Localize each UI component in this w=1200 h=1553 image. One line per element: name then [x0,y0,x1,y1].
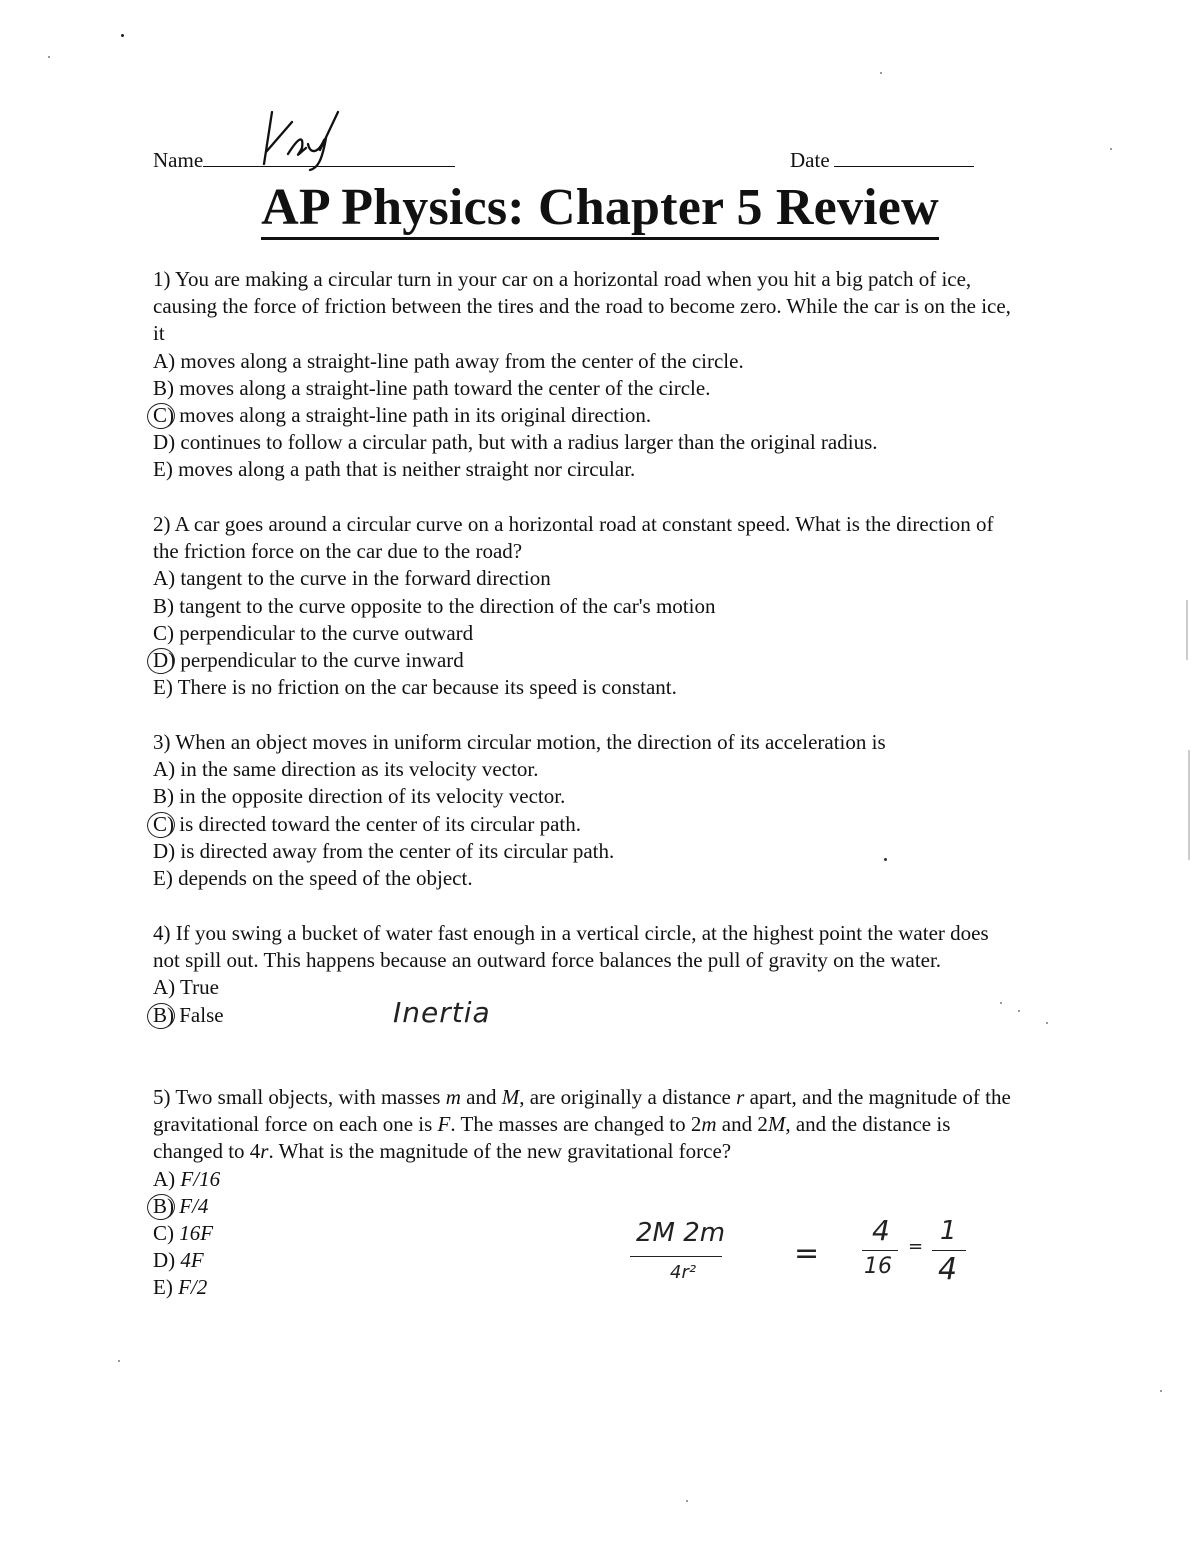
option-d [153,647,1013,674]
option-letter: C) [153,403,174,428]
option-letter: A) [153,757,176,782]
option-letter: B) [153,1002,174,1027]
question-stem: If you swing a bucket of water fast enough in a vertical circle, at the highest point the water does not spill out. This happens because an outward force balances the pull of gravity on the water. [153,921,989,973]
frac3-numerator: 1 [940,1216,957,1246]
option-b [153,375,1013,402]
option-c [153,402,1013,429]
option-a [153,348,1013,375]
stem-text: . The masses are changed to 2 [450,1112,702,1137]
question-number: 4) [153,921,171,945]
scan-speck [48,56,50,58]
scan-edge-mark [1188,750,1190,860]
option-text: perpendicular to the curve inward [180,648,464,673]
stem-text: . What is the magnitude of the new gravitational force? [268,1139,732,1164]
option-text: tangent to the curve opposite to the direction of the car's motion [179,593,716,618]
var-m: m [445,1085,461,1109]
key-signature [258,104,353,174]
calc-numerator: 2M 2m [636,1218,726,1248]
fraction-bar [630,1256,722,1257]
question-number: 1) [153,267,171,291]
option-a [153,756,1013,783]
option-letter: A) [153,566,176,591]
option-letter: E) [153,457,173,482]
option-text: True [180,975,219,1000]
scan-speck [686,1500,688,1502]
var-r: r [736,1085,745,1109]
equals-sign: = [794,1236,820,1271]
option-text: in the same direction as its velocity vector. [180,757,539,782]
date-field-row [790,148,974,173]
question-3 [153,729,1013,892]
stem-text: , are originally a distance [519,1085,737,1109]
stem-text: Two small objects, with masses [175,1085,446,1109]
option-text: tangent to the curve in the forward direction [180,566,551,591]
option-text: F/16 [180,1166,221,1191]
option-letter: B) [153,593,174,618]
scan-speck [880,72,882,74]
handwritten-calculation [626,1212,986,1302]
option-text: 16F [179,1221,214,1246]
stem-text: and [460,1085,502,1109]
question-stem: You are making a circular turn in your car on a horizontal road when you hit a big patch of ice, causing the force of friction between the tires and the road to become zero. While the car is on the ice, it [153,267,1011,346]
option-letter: D) [153,430,176,455]
option-e [153,865,1013,892]
scan-edge-mark [1186,600,1188,660]
option-text: moves along a straight-line path away from the center of the circle. [180,348,744,373]
option-e [153,456,1013,483]
scan-speck [121,34,124,37]
fraction-bar [862,1250,898,1251]
option-text: There is no friction on the car because its speed is constant. [177,675,677,700]
option-a [153,565,1013,592]
option-letter: A) [153,975,176,1000]
option-c [153,811,1013,838]
scan-speck [1110,148,1112,150]
option-text: perpendicular to the curve outward [179,620,474,645]
scan-speck [1000,1002,1002,1004]
stem-text: and 2 [716,1112,768,1137]
fraction-bar [932,1250,966,1251]
question-2 [153,511,1013,701]
question-stem: A car goes around a circular curve on a horizontal road at constant speed. What is the direction of the friction force on the car due to the road? [153,512,994,564]
scan-speck [884,858,887,861]
calc-denominator: 4r² [670,1262,697,1283]
question-1 [153,266,1013,484]
stem-text: apart, and the magnitude of the gravitational force on each one is [153,1085,1011,1137]
frac2-denominator: 16 [864,1254,892,1279]
option-letter: C) [153,1221,174,1246]
option-letter: E) [153,675,173,700]
option-text: F/2 [178,1275,208,1300]
option-text: 4F [180,1248,204,1273]
option-text: moves along a path that is neither straight nor circular. [178,457,636,482]
option-text: depends on the speed of the object. [178,866,473,891]
option-letter: A) [153,1166,176,1191]
option-text: is directed toward the center of its circular path. [179,811,581,836]
var-M: M [501,1085,520,1109]
scan-speck [118,1360,120,1362]
date-label: Date [790,148,830,172]
option-text: in the opposite direction of its velocity vector. [179,784,566,809]
option-d [153,838,1013,865]
option-text: False [179,1002,224,1027]
question-number: 2) [153,512,171,536]
option-letter: E) [153,866,173,891]
question-number: 3) [153,730,171,754]
option-a [153,1166,1013,1193]
handwritten-note-inertia: Inertia [393,996,491,1029]
option-text: moves along a straight-line path in its original direction. [179,403,652,428]
frac3-denominator: 4 [938,1252,958,1287]
option-letter: C) [153,811,174,836]
option-letter: A) [153,348,176,373]
var-M: M [767,1112,786,1137]
equals-sign: = [908,1236,924,1257]
option-b [153,593,1013,620]
question-number: 5) [153,1085,171,1109]
date-blank-line [834,166,974,167]
name-label: Name [153,148,204,172]
option-d [153,429,1013,456]
page-title [0,178,1200,237]
option-b [153,783,1013,810]
stem-text: , and the distance is changed to 4 [153,1112,951,1164]
option-text: is directed away from the center of its circular path. [180,838,615,863]
option-text: moves along a straight-line path toward the center of the circle. [179,375,711,400]
option-letter: D) [153,838,176,863]
scan-speck [1018,1010,1020,1012]
option-letter: D) [153,648,176,673]
option-letter: B) [153,784,174,809]
option-letter: E) [153,1275,173,1300]
option-letter: B) [153,375,174,400]
frac2-numerator: 4 [872,1214,890,1247]
option-text: F/4 [179,1193,209,1218]
question-stem: When an object moves in uniform circular motion, the direction of its acceleration is [175,730,886,754]
page-title-text: AP Physics: Chapter 5 Review [261,179,939,240]
option-letter: C) [153,620,174,645]
option-b [153,1002,1013,1029]
option-letter: B) [153,1193,174,1218]
scan-speck [1046,1022,1048,1024]
option-c [153,620,1013,647]
question-4 [153,920,1013,1029]
var-r: r [260,1139,269,1164]
option-e [153,674,1013,701]
var-F: F [437,1112,451,1137]
var-m: m [701,1112,717,1137]
handwritten-name-key [258,104,353,179]
option-text: continues to follow a circular path, but with a radius larger than the original radius. [180,430,878,455]
scan-speck [1160,1390,1162,1392]
option-letter: D) [153,1248,176,1273]
option-a [153,974,1013,1001]
